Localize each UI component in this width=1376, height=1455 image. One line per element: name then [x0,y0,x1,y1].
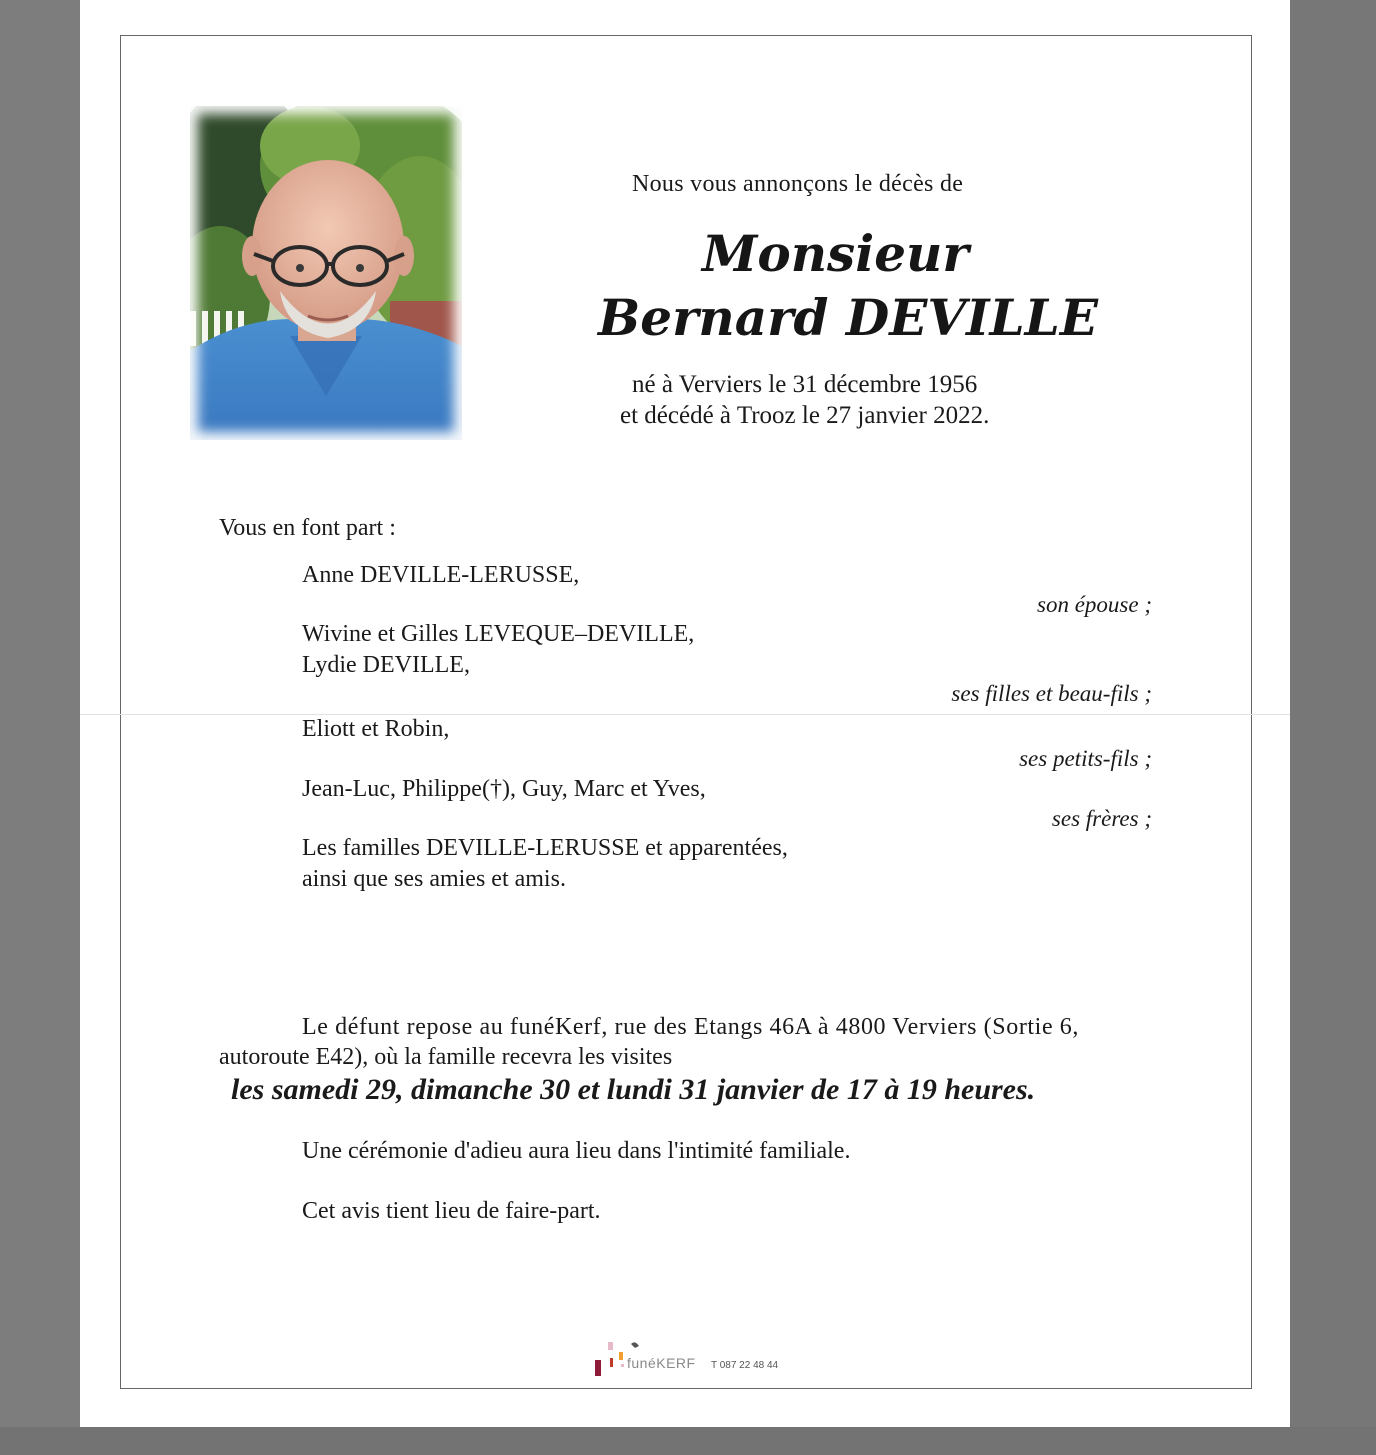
family-member-line: Anne DEVILLE-LERUSSE, [302,562,580,588]
family-member-line: Eliott et Robin, [302,716,450,742]
relation-label: son épouse ; [1037,592,1152,617]
logo-phone: T 087 22 48 44 [711,1360,779,1371]
family-member-line: Wivine et Gilles LEVEQUE–DEVILLE, [302,621,695,647]
repose-line-2: autoroute E42), où la famille recevra les visites [219,1044,673,1070]
family-member-line: Jean-Luc, Philippe(†), Guy, Marc et Yves, [302,776,706,802]
death-line: et décédé à Trooz le 27 janvier 2022. [620,402,990,429]
relation-label: ses filles et beau-fils ; [951,681,1152,706]
faire-part-note: Cet avis tient lieu de faire-part. [302,1198,601,1224]
scan-border-left [0,0,80,1455]
relation-label: ses petits-fils ; [1019,746,1152,771]
portrait-photo [190,106,462,440]
fold-line [80,714,1290,715]
family-member-line: Lydie DEVILLE, [302,652,470,678]
announcement-text: Nous vous annonçons le décès de [632,171,964,197]
relation-label: ses frères ; [1051,806,1152,831]
repose-line-1: Le défunt repose au funéKerf, rue des Etangs 46A à 4800 Verviers (Sortie 6, [302,1014,1079,1040]
ceremony-note: Une cérémonie d'adieu aura lieu dans l'intimité familiale. [302,1138,851,1164]
family-member-line: ainsi que ses amies et amis. [302,866,566,892]
scan-border-right [1290,0,1376,1455]
scan-border-bottom [0,1427,1376,1455]
visit-hours: les samedi 29, dimanche 30 et lundi 31 janvier de 17 à 19 heures. [231,1073,1036,1106]
family-intro: Vous en font part : [219,515,396,541]
deceased-name: Bernard DEVILLE [598,288,1098,347]
honorific-title: Monsieur [702,224,969,283]
funekerf-logo [595,1340,795,1380]
family-member-line: Les familles DEVILLE-LERUSSE et apparentées, [302,835,788,861]
birth-line: né à Verviers le 31 décembre 1956 [632,371,978,398]
obituary-sheet [80,0,1290,1427]
logo-wordmark: funéKERF [627,1355,696,1371]
